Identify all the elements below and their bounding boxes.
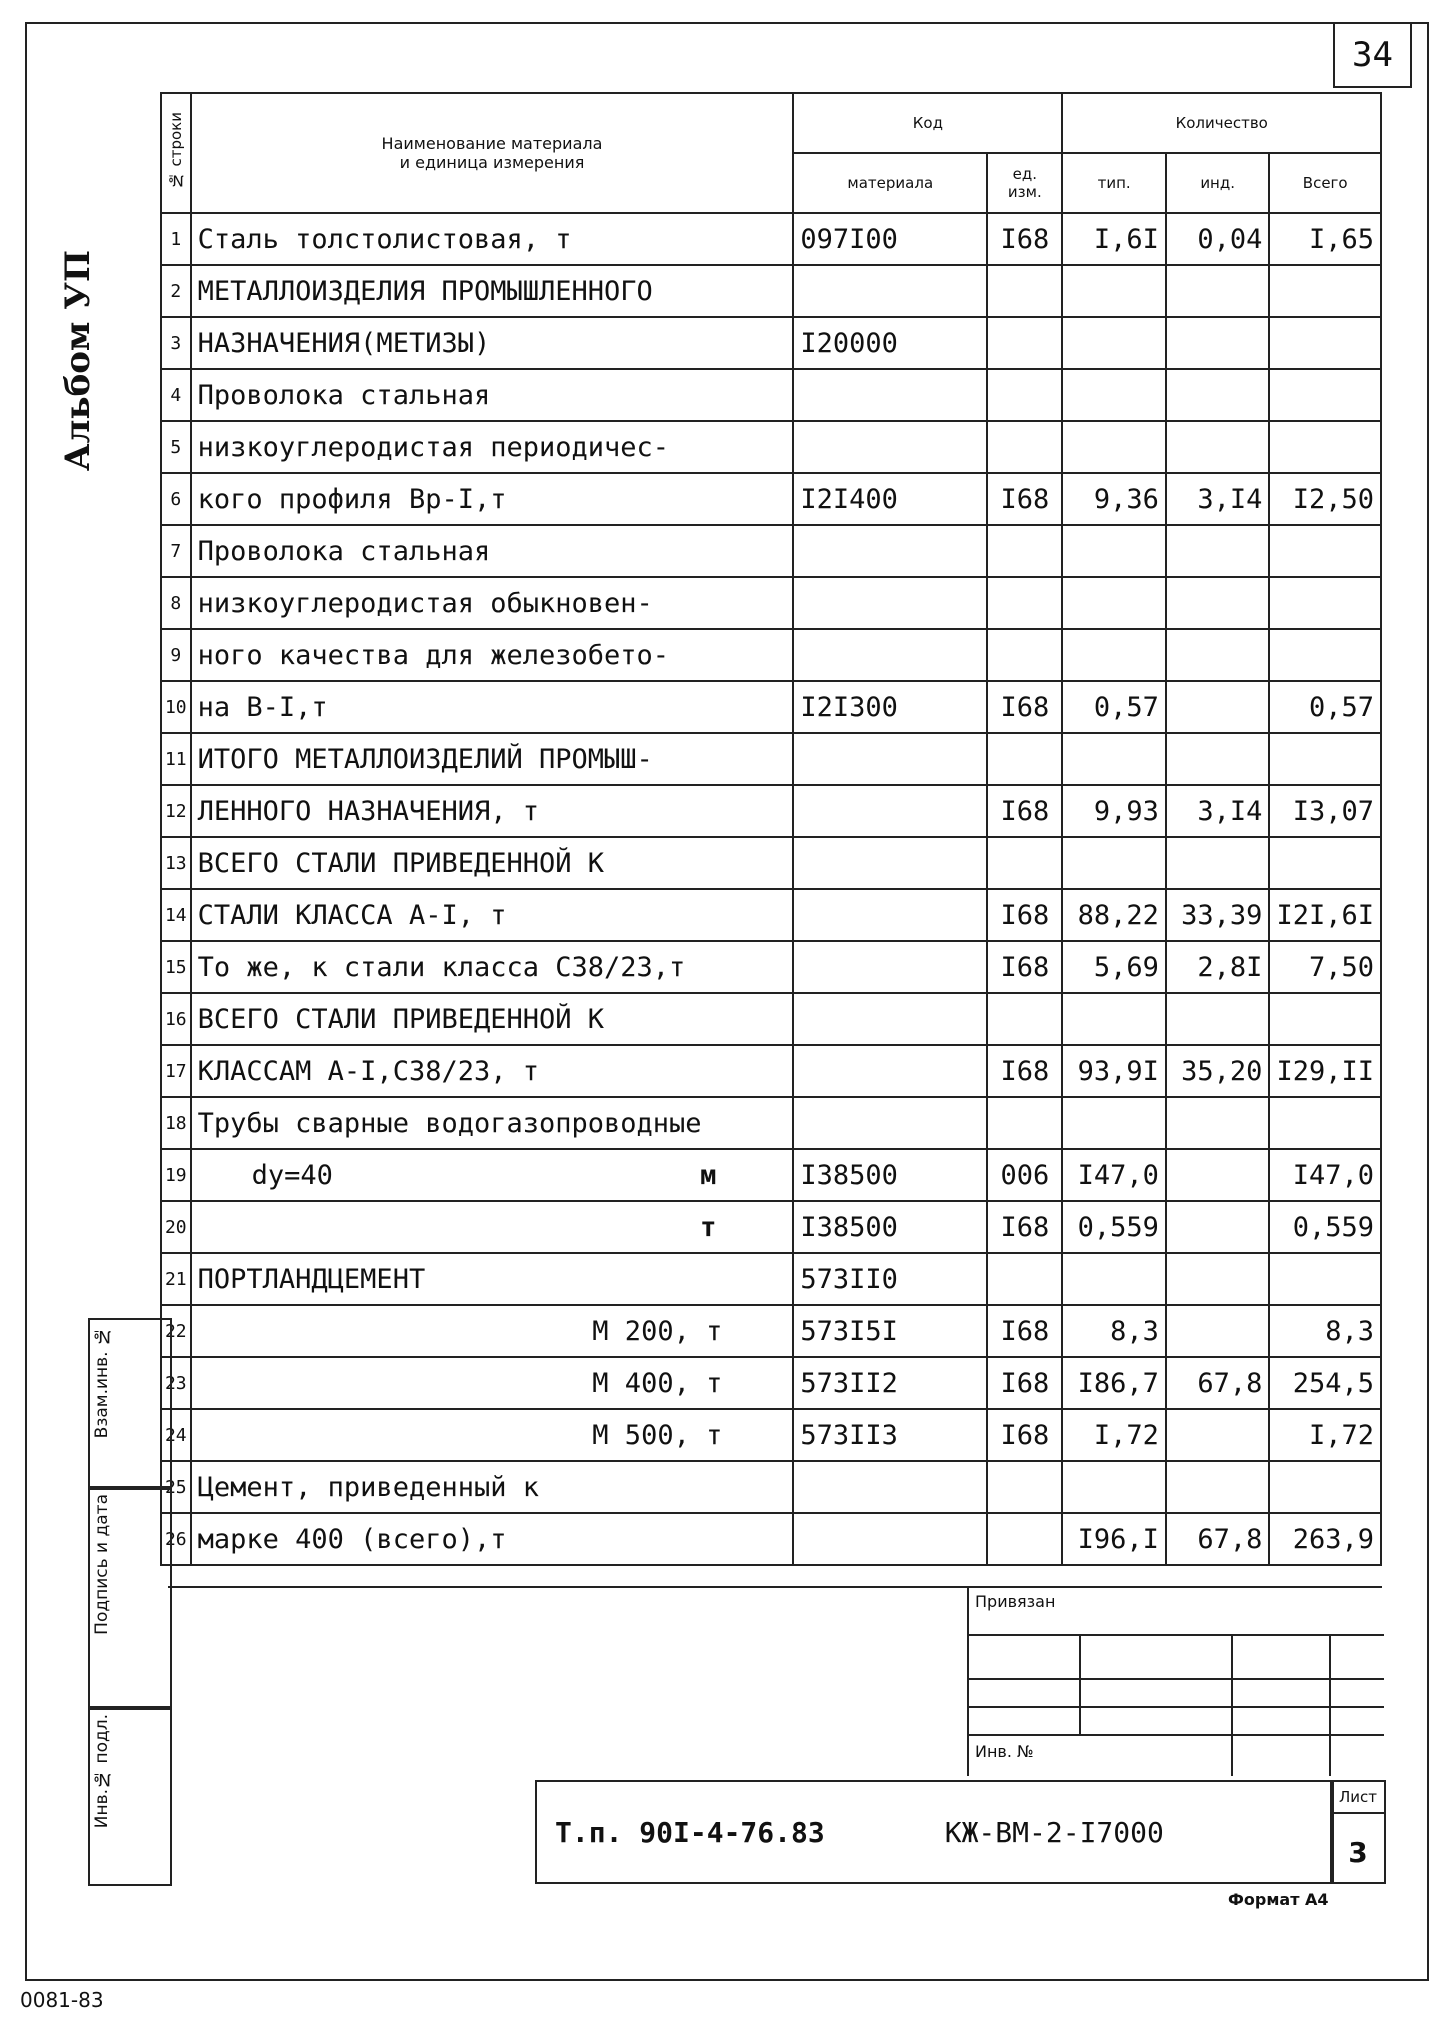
material-name-text: ВСЕГО СТАЛИ ПРИВЕДЕННОЙ К (197, 1003, 605, 1035)
qty-ind (1166, 369, 1269, 421)
album-label: Альбом УП (58, 250, 98, 472)
table-row (161, 785, 1381, 837)
unit-code (987, 1097, 1062, 1149)
qty-ind (1166, 1461, 1269, 1513)
unit-suffix: т (700, 1211, 717, 1243)
material-name-text: ЛЕННОГО НАЗНАЧЕНИЯ, т (197, 795, 539, 827)
stamp-tp: Т.п. 90I-4-76.83 (555, 1815, 825, 1849)
unit-code: I68 (987, 1357, 1062, 1409)
material-name (191, 1461, 794, 1513)
material-code (793, 889, 987, 941)
qty-total (1269, 265, 1381, 317)
header-row-no: № строки (161, 93, 191, 213)
qty-total: I2I,6I (1269, 889, 1381, 941)
qty-typ (1062, 369, 1165, 421)
qty-typ (1062, 525, 1165, 577)
material-code (793, 265, 987, 317)
header-code-material: материала (793, 153, 987, 213)
unit-code (987, 629, 1062, 681)
qty-total: I,65 (1269, 213, 1381, 265)
header-name: Наименование материала и единица измерения (191, 93, 794, 213)
row-number: 10 (161, 681, 191, 733)
qty-total (1269, 369, 1381, 421)
table-row (161, 265, 1381, 317)
qty-typ (1062, 421, 1165, 473)
qty-typ (1062, 1253, 1165, 1305)
material-name (191, 369, 794, 421)
qty-ind (1166, 1253, 1269, 1305)
material-name-text: низкоуглеродистая периодичес- (197, 431, 670, 463)
unit-code: I68 (987, 1409, 1062, 1461)
material-name (191, 473, 794, 525)
qty-total (1269, 1461, 1381, 1513)
header-qty-ind: инд. (1166, 153, 1269, 213)
qty-typ: I47,0 (1062, 1149, 1165, 1201)
qty-ind (1166, 629, 1269, 681)
material-code (793, 1513, 987, 1565)
qty-ind (1166, 1305, 1269, 1357)
material-name (191, 1097, 794, 1149)
material-name-text: ного качества для железобето- (197, 639, 670, 671)
qty-ind (1166, 317, 1269, 369)
table-row (161, 1513, 1381, 1565)
material-name (191, 265, 794, 317)
sheet-label: Лист (1332, 1782, 1384, 1814)
row-number: 1 (161, 213, 191, 265)
material-name-text: М 500, т (592, 1419, 723, 1451)
qty-total: I29,II (1269, 1045, 1381, 1097)
header-qty-typ: тип. (1062, 153, 1165, 213)
material-code (793, 369, 987, 421)
row-number: 7 (161, 525, 191, 577)
material-name (191, 681, 794, 733)
qty-typ (1062, 629, 1165, 681)
qty-typ: 5,69 (1062, 941, 1165, 993)
material-code: 097I00 (793, 213, 987, 265)
material-code (793, 733, 987, 785)
table-row (161, 837, 1381, 889)
row-number: 5 (161, 421, 191, 473)
unit-code: I68 (987, 1305, 1062, 1357)
qty-typ: I,72 (1062, 1409, 1165, 1461)
table-row (161, 1097, 1381, 1149)
material-code: I20000 (793, 317, 987, 369)
qty-total: I2,50 (1269, 473, 1381, 525)
material-code: I2I400 (793, 473, 987, 525)
material-name-text: М 200, т (592, 1315, 723, 1347)
unit-code (987, 525, 1062, 577)
qty-ind: 0,04 (1166, 213, 1269, 265)
privyazan-label: Привязан (975, 1592, 1056, 1611)
row-number: 18 (161, 1097, 191, 1149)
material-code (793, 577, 987, 629)
sheet-number: 3 (1348, 1836, 1368, 1869)
unit-code: I68 (987, 681, 1062, 733)
row-number: 24 (161, 1409, 191, 1461)
qty-typ: 9,93 (1062, 785, 1165, 837)
material-name-text: То же, к стали класса С38/23,т (197, 951, 686, 983)
unit-code (987, 577, 1062, 629)
qty-typ: 93,9I (1062, 1045, 1165, 1097)
material-name (191, 213, 794, 265)
unit-code (987, 1253, 1062, 1305)
material-name-text: КЛАССАМ А-I,С38/23, т (197, 1055, 539, 1087)
qty-ind (1166, 993, 1269, 1045)
side-box-inv-podl (88, 1706, 172, 1886)
unit-code (987, 265, 1062, 317)
unit-code: 006 (987, 1149, 1062, 1201)
material-name-text: М 400, т (592, 1367, 723, 1399)
material-name-text: на В-I,т (197, 691, 328, 723)
qty-total: 7,50 (1269, 941, 1381, 993)
material-name-text: Сталь толстолистовая, т (197, 223, 572, 255)
qty-ind: 2,8I (1166, 941, 1269, 993)
qty-typ: I86,7 (1062, 1357, 1165, 1409)
material-name (191, 577, 794, 629)
material-code: I38500 (793, 1201, 987, 1253)
document-number: 0081-83 (20, 1988, 104, 2012)
table-row (161, 993, 1381, 1045)
qty-ind: 35,20 (1166, 1045, 1269, 1097)
row-number: 22 (161, 1305, 191, 1357)
qty-typ: I,6I (1062, 213, 1165, 265)
qty-typ (1062, 317, 1165, 369)
unit-code: I68 (987, 1201, 1062, 1253)
table-row (161, 1045, 1381, 1097)
qty-typ (1062, 733, 1165, 785)
material-code (793, 525, 987, 577)
material-name (191, 941, 794, 993)
qty-ind: 33,39 (1166, 889, 1269, 941)
qty-ind: 3,I4 (1166, 785, 1269, 837)
material-name-text: кого профиля Вр-I,т (197, 483, 507, 515)
row-number: 21 (161, 1253, 191, 1305)
material-name-text: Цемент, приведенный к (197, 1471, 539, 1503)
qty-typ (1062, 837, 1165, 889)
table-row (161, 213, 1381, 265)
qty-ind (1166, 1201, 1269, 1253)
material-name-text: dy=40 (251, 1159, 333, 1191)
qty-ind: 67,8 (1166, 1357, 1269, 1409)
qty-total (1269, 837, 1381, 889)
page-number: 34 (1333, 22, 1412, 88)
qty-total (1269, 317, 1381, 369)
material-name (191, 889, 794, 941)
material-name-text: ВСЕГО СТАЛИ ПРИВЕДЕННОЙ К (197, 847, 605, 879)
qty-total (1269, 421, 1381, 473)
unit-code (987, 1461, 1062, 1513)
unit-code: I68 (987, 785, 1062, 837)
qty-typ (1062, 577, 1165, 629)
format-label: Формат А4 (1228, 1890, 1329, 1909)
qty-ind (1166, 525, 1269, 577)
table-row (161, 1409, 1381, 1461)
material-name-text: низкоуглеродистая обыкновен- (197, 587, 653, 619)
table-row (161, 941, 1381, 993)
unit-code (987, 317, 1062, 369)
row-number: 3 (161, 317, 191, 369)
qty-ind (1166, 837, 1269, 889)
row-number: 9 (161, 629, 191, 681)
table-row (161, 317, 1381, 369)
material-name (191, 837, 794, 889)
title-stamp (535, 1780, 1334, 1884)
qty-total (1269, 733, 1381, 785)
material-code: 573II3 (793, 1409, 987, 1461)
material-name-text: СТАЛИ КЛАССА А-I, т (197, 899, 507, 931)
qty-ind (1166, 1149, 1269, 1201)
header-code-group: Код (793, 93, 1062, 153)
side-label-inv-podl: Инв.№ подл. (92, 1714, 112, 1829)
qty-typ: 0,559 (1062, 1201, 1165, 1253)
qty-total: 0,57 (1269, 681, 1381, 733)
material-name (191, 1253, 794, 1305)
unit-code (987, 421, 1062, 473)
row-number: 26 (161, 1513, 191, 1565)
qty-ind (1166, 681, 1269, 733)
unit-code: I68 (987, 213, 1062, 265)
qty-total: I3,07 (1269, 785, 1381, 837)
row-number: 14 (161, 889, 191, 941)
qty-ind (1166, 577, 1269, 629)
material-name (191, 1201, 794, 1253)
table-row (161, 1461, 1381, 1513)
material-name (191, 1045, 794, 1097)
qty-total (1269, 629, 1381, 681)
material-name (191, 1305, 794, 1357)
privyazan-block (967, 1586, 1384, 1776)
table-row (161, 681, 1381, 733)
row-number: 23 (161, 1357, 191, 1409)
qty-ind (1166, 421, 1269, 473)
unit-code (987, 369, 1062, 421)
material-code (793, 785, 987, 837)
table-row (161, 1305, 1381, 1357)
row-number: 8 (161, 577, 191, 629)
side-box-podpis (88, 1486, 172, 1710)
material-name (191, 1513, 794, 1565)
side-label-podpis: Подпись и дата (92, 1494, 112, 1635)
material-name-text: ИТОГО МЕТАЛЛОИЗДЕЛИЙ ПРОМЫШ- (197, 743, 653, 775)
qty-total (1269, 525, 1381, 577)
qty-total (1269, 993, 1381, 1045)
qty-typ: 9,36 (1062, 473, 1165, 525)
qty-total (1269, 1253, 1381, 1305)
qty-total (1269, 577, 1381, 629)
qty-typ (1062, 1461, 1165, 1513)
material-code (793, 1097, 987, 1149)
material-name (191, 629, 794, 681)
qty-total: 263,9 (1269, 1513, 1381, 1565)
material-name-text: МЕТАЛЛОИЗДЕЛИЯ ПРОМЫШЛЕННОГО (197, 275, 653, 307)
material-name (191, 421, 794, 473)
material-code (793, 1461, 987, 1513)
qty-typ: 8,3 (1062, 1305, 1165, 1357)
qty-typ (1062, 993, 1165, 1045)
material-code: 573II0 (793, 1253, 987, 1305)
table-row (161, 473, 1381, 525)
unit-suffix: м (700, 1159, 717, 1191)
side-label-vzam: Взам.инв. № (92, 1326, 112, 1439)
row-number: 13 (161, 837, 191, 889)
material-code (793, 993, 987, 1045)
unit-code: I68 (987, 1045, 1062, 1097)
qty-typ (1062, 265, 1165, 317)
table-row (161, 1149, 1381, 1201)
qty-typ: 0,57 (1062, 681, 1165, 733)
material-code: I38500 (793, 1149, 987, 1201)
materials-table (160, 92, 1382, 1566)
qty-typ (1062, 1097, 1165, 1149)
material-name-text: Проволока стальная (197, 535, 491, 567)
header-qty-group: Количество (1062, 93, 1381, 153)
qty-typ: 88,22 (1062, 889, 1165, 941)
table-row (161, 421, 1381, 473)
row-number: 12 (161, 785, 191, 837)
material-name-text: ПОРТЛАНДЦЕМЕНТ (197, 1263, 426, 1295)
row-number: 25 (161, 1461, 191, 1513)
material-name-text: НАЗНАЧЕНИЯ(МЕТИЗЫ) (197, 327, 491, 359)
material-name (191, 1409, 794, 1461)
table-row (161, 1253, 1381, 1305)
row-number: 4 (161, 369, 191, 421)
material-name (191, 993, 794, 1045)
material-name-text: Трубы сварные водогазопроводные (197, 1107, 702, 1139)
table-row (161, 733, 1381, 785)
stamp-code: КЖ-ВМ-2-I7000 (944, 1815, 1164, 1849)
row-number: 19 (161, 1149, 191, 1201)
material-code: 573II2 (793, 1357, 987, 1409)
table-row (161, 629, 1381, 681)
unit-code: I68 (987, 473, 1062, 525)
qty-total: I,72 (1269, 1409, 1381, 1461)
material-name (191, 525, 794, 577)
material-name (191, 1357, 794, 1409)
material-code (793, 941, 987, 993)
qty-total (1269, 1097, 1381, 1149)
row-number: 2 (161, 265, 191, 317)
qty-total: 8,3 (1269, 1305, 1381, 1357)
material-name (191, 317, 794, 369)
material-name-text: марке 400 (всего),т (197, 1523, 507, 1555)
unit-code (987, 733, 1062, 785)
qty-total: 0,559 (1269, 1201, 1381, 1253)
qty-typ: I96,I (1062, 1513, 1165, 1565)
row-number: 16 (161, 993, 191, 1045)
material-name-text: Проволока стальная (197, 379, 491, 411)
qty-total: 254,5 (1269, 1357, 1381, 1409)
row-number: 6 (161, 473, 191, 525)
qty-ind (1166, 733, 1269, 785)
header-qty-total: Всего (1269, 153, 1381, 213)
material-code (793, 1045, 987, 1097)
row-number: 11 (161, 733, 191, 785)
material-name (191, 1149, 794, 1201)
material-code (793, 421, 987, 473)
material-code (793, 629, 987, 681)
unit-code: I68 (987, 889, 1062, 941)
row-number: 20 (161, 1201, 191, 1253)
table-row (161, 889, 1381, 941)
material-code: 573I5I (793, 1305, 987, 1357)
qty-ind: 67,8 (1166, 1513, 1269, 1565)
table-row (161, 1357, 1381, 1409)
table-row (161, 577, 1381, 629)
qty-ind: 3,I4 (1166, 473, 1269, 525)
material-name (191, 785, 794, 837)
qty-ind (1166, 1409, 1269, 1461)
row-number: 17 (161, 1045, 191, 1097)
material-name (191, 733, 794, 785)
header-code-unit: ед. изм. (987, 153, 1062, 213)
material-code (793, 837, 987, 889)
table-row (161, 369, 1381, 421)
material-code: I2I300 (793, 681, 987, 733)
table-row (161, 525, 1381, 577)
unit-code (987, 993, 1062, 1045)
side-box-vzam (88, 1318, 172, 1490)
unit-code (987, 1513, 1062, 1565)
qty-ind (1166, 1097, 1269, 1149)
row-number: 15 (161, 941, 191, 993)
sheet-box (1330, 1780, 1386, 1884)
inv-no-label: Инв. № (975, 1742, 1034, 1761)
qty-total: I47,0 (1269, 1149, 1381, 1201)
qty-ind (1166, 265, 1269, 317)
table-row (161, 1201, 1381, 1253)
unit-code: I68 (987, 941, 1062, 993)
unit-code (987, 837, 1062, 889)
